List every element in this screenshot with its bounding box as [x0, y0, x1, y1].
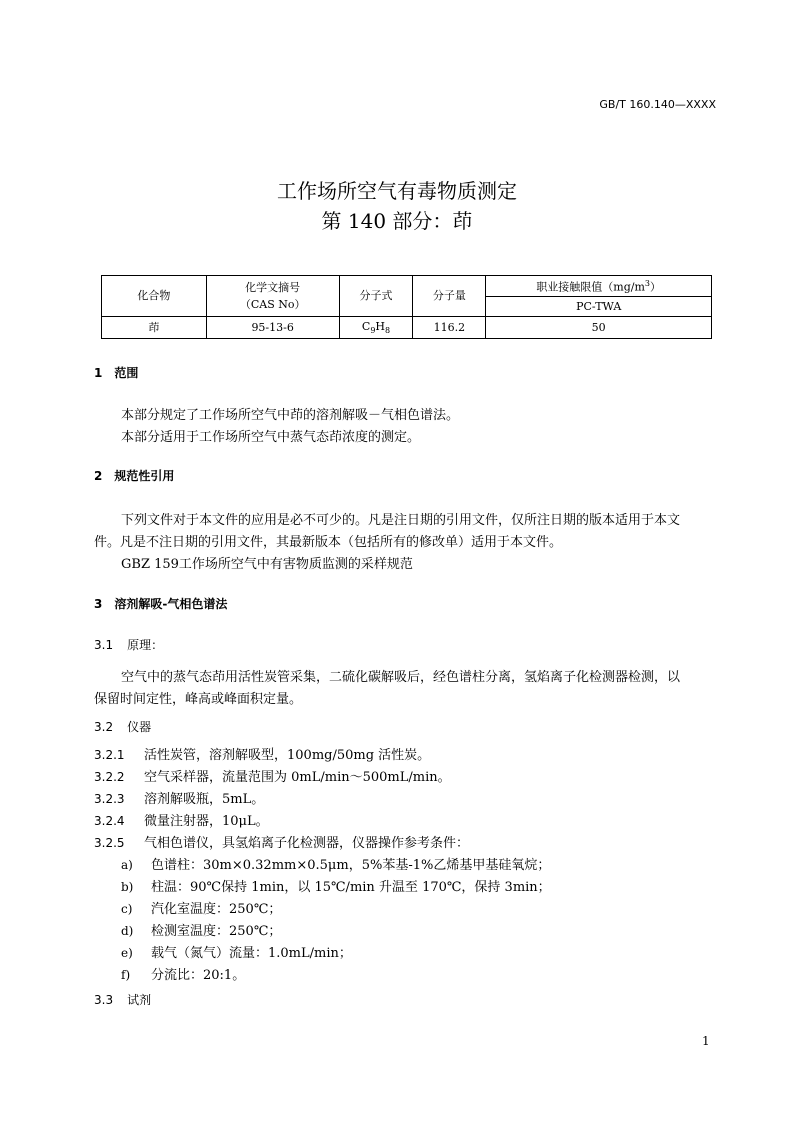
standard-number: GB/T 160.140—XXXX [599, 98, 716, 111]
subsection-heading-apparatus: 3.2 仪器 [94, 720, 152, 734]
section-heading-references: 2 规范性引用 [94, 469, 175, 483]
section-heading-method: 3 溶剂解吸-气相色谱法 [94, 597, 228, 611]
gc-condition-item [121, 876, 551, 895]
paragraph: 件。凡是不注日期的引用文件，其最新版本（包括所有的修改单）适用于本文件。 [94, 535, 563, 550]
item-text: 气相色谱仪，具氢焰离子化检测器，仪器操作参考条件： [144, 836, 470, 851]
list-label: e) [121, 946, 133, 960]
section-heading-scope: 1 范围 [94, 366, 139, 380]
item-text: 活性炭管，溶剂解吸型，100mg/50mg 活性炭。 [144, 748, 431, 763]
list-text: 色谱柱：30m×0.32mm×0.5μm，5%苯基-1%乙烯基甲基硅氧烷； [151, 858, 551, 873]
paragraph: 本部分规定了工作场所空气中茚的溶剂解吸－气相色谱法。 [121, 408, 460, 423]
table-row [102, 317, 712, 339]
header-compound: 化合物 [102, 276, 207, 317]
item-text: 溶剂解吸瓶，5mL。 [144, 792, 265, 807]
paragraph: 本部分适用于工作场所空气中蒸气态茚浓度的测定。 [121, 430, 421, 445]
cell-name: 茚 [102, 317, 207, 339]
item-number: 3.2.3 [94, 792, 125, 806]
item-text: 空气采样器，流量范围为 0mL/min～500mL/min。 [144, 770, 451, 785]
paragraph: 空气中的蒸气态茚用活性炭管采集，二硫化碳解吸后，经色谱柱分离，氢焰离子化检测器检测，以 [121, 670, 681, 685]
document-title: 工作场所空气有毒物质测定 [277, 179, 517, 203]
item-text: 微量注射器，10μL。 [144, 814, 269, 829]
cell-cas: 95-13-6 [206, 317, 339, 339]
subsection-heading-principle: 3.1 原理： [94, 638, 164, 652]
cell-formula: $C_9H_8$ [339, 317, 413, 339]
list-text: 汽化室温度：250℃； [151, 902, 282, 917]
gc-condition-item [121, 964, 245, 983]
cell-mw: 116.2 [413, 317, 486, 339]
item-number: 3.2.5 [94, 836, 125, 850]
item-number: 3.2.2 [94, 770, 125, 784]
reference-item: GBZ 159工作场所空气中有害物质监测的采样规范 [121, 557, 413, 572]
paragraph: 保留时间定性，峰高或峰面积定量。 [94, 692, 303, 707]
list-label: d) [121, 924, 134, 938]
list-label: a) [121, 858, 133, 872]
list-text: 检测室温度：250℃； [151, 924, 282, 939]
item-number: 3.2.4 [94, 814, 125, 828]
gc-condition-item [121, 920, 281, 939]
gc-condition-item [121, 854, 550, 873]
gc-condition-item [121, 898, 281, 917]
page-number: 1 [702, 1034, 710, 1048]
list-text: 载气（氮气）流量：1.0mL/min； [151, 946, 352, 961]
list-text: 柱温：90℃保持 1min，以 15℃/min 升温至 170℃，保持 3min； [151, 880, 551, 895]
list-text: 分流比：20:1。 [151, 968, 246, 983]
compound-properties-table [101, 275, 712, 339]
apparatus-item [94, 766, 451, 785]
list-label: f) [121, 968, 131, 982]
paragraph: 下列文件对于本文件的应用是必不可少的。凡是注日期的引用文件，仅所注日期的版本适用于本文 [121, 513, 681, 528]
document-subtitle: 第 140 部分：茚 [321, 209, 473, 233]
apparatus-item [94, 788, 264, 807]
apparatus-item [94, 832, 469, 851]
header-cas-sub: （CAS No） [239, 298, 306, 311]
cell-value: 50 [486, 317, 712, 339]
header-oel: 职业接触限值$(mg/m^3)$ [486, 276, 712, 297]
header-mw: 分子量 [413, 276, 486, 317]
apparatus-item [94, 744, 430, 763]
header-cas-label: 化学文摘号 [245, 280, 301, 294]
header-pctwa: PC-TWA [486, 297, 712, 317]
list-label: b) [121, 880, 134, 894]
item-number: 3.2.1 [94, 748, 125, 762]
header-cas [206, 276, 339, 317]
subsection-heading-reagents: 3.3 试剂 [94, 993, 152, 1007]
gc-condition-item [121, 942, 352, 961]
list-label: c) [121, 902, 133, 916]
apparatus-item [94, 810, 269, 829]
header-formula: 分子式 [339, 276, 413, 317]
